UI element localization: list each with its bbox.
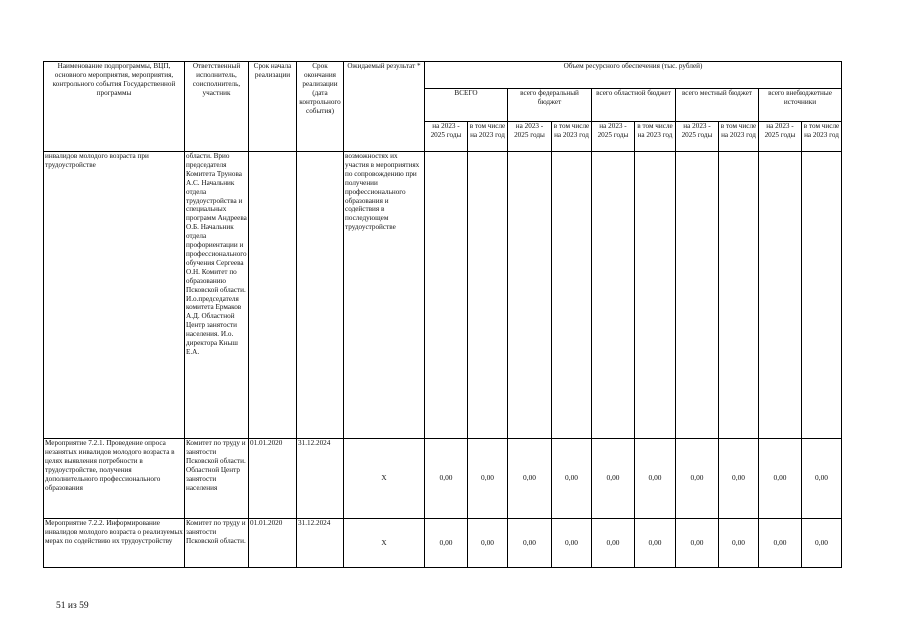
- header-sub-period: на 2023 - 2025 годы: [508, 122, 552, 152]
- row-value: 0,00: [425, 439, 468, 519]
- row-value: [508, 152, 552, 439]
- table-row: [44, 519, 842, 568]
- row-value: 0,00: [552, 439, 592, 519]
- row-value: 0,00: [802, 439, 842, 519]
- row-value: 0,00: [635, 439, 676, 519]
- row-start: 01.01.2020: [249, 519, 297, 568]
- header-name: Наименование подпрограммы, ВЦП, основного мероприятия, мероприятия, контрольного события Государственной программы: [44, 62, 185, 152]
- header-sub-2023: в том числе на 2023 год: [802, 122, 842, 152]
- row-value: 0,00: [468, 439, 508, 519]
- row-value: [592, 152, 635, 439]
- row-value: 0,00: [552, 519, 592, 568]
- header-sub-2023: в том числе на 2023 год: [468, 122, 508, 152]
- table-row: [44, 152, 842, 439]
- row-value: 0,00: [719, 439, 759, 519]
- row-value: 0,00: [635, 519, 676, 568]
- row-result: возможностях их участия в мероприятиях по сопровождению при получении профессионального образования и содействия в последующем трудоустройстве: [344, 152, 425, 439]
- row-responsible: Комитет по труду и занятости Псковской области. Областной Центр занятости населения: [185, 439, 249, 519]
- row-end: 31.12.2024: [297, 519, 344, 568]
- row-value: 0,00: [592, 439, 635, 519]
- header-group-local: всего местный бюджет: [676, 89, 759, 122]
- header-funding: Объем ресурсного обеспечения (тыс. рублей): [425, 62, 842, 89]
- header-result: Ожидаемый результат *: [344, 62, 425, 152]
- row-value: [425, 152, 468, 439]
- header-sub-2023: в том числе на 2023 год: [719, 122, 759, 152]
- header-sub-period: на 2023 - 2025 годы: [425, 122, 468, 152]
- header-sub-period: на 2023 - 2025 годы: [676, 122, 719, 152]
- row-responsible: области. Врио председателя Комитета Трунова А.С. Начальник отдела трудоустройства и специальных программ Андреева О.Б. Начальник отдела профориентации и профессионального обучения Сергеева О.Н. Комитет по образованию Псковской области. И.о.председателя комитета Ермаков А.Д. Областной Центр занятости населения. И.о. директора Кныш Е.А.: [185, 152, 249, 439]
- header-sub-period: на 2023 - 2025 годы: [759, 122, 802, 152]
- header-group-federal: всего федеральный бюджет: [508, 89, 592, 122]
- row-name: Мероприятие 7.2.2. Информирование инвалидов молодого возраста о реализуемых мерах по содействию их трудоустройству: [44, 519, 185, 568]
- header-group-extrabudget: всего внебюджетные источники: [759, 89, 842, 122]
- row-value: 0,00: [802, 519, 842, 568]
- row-value: [802, 152, 842, 439]
- row-start: 01.01.2020: [249, 439, 297, 519]
- row-value: 0,00: [508, 439, 552, 519]
- header-responsible: Ответственный исполнитель, соисполнитель, участник: [185, 62, 249, 152]
- row-result: X: [344, 439, 425, 519]
- row-responsible: Комитет по труду и занятости Псковской области.: [185, 519, 249, 568]
- row-value: [635, 152, 676, 439]
- row-value: 0,00: [425, 519, 468, 568]
- resource-table: [43, 61, 842, 568]
- header-group-regional: всего областной бюджет: [592, 89, 676, 122]
- row-result: X: [344, 519, 425, 568]
- row-value: 0,00: [508, 519, 552, 568]
- table-row: [44, 439, 842, 519]
- row-value: 0,00: [676, 439, 719, 519]
- header-sub-period: на 2023 - 2025 годы: [592, 122, 635, 152]
- row-name: инвалидов молодого возраста при трудоустройстве: [44, 152, 185, 439]
- page-number: 51 из 59: [56, 601, 89, 611]
- header-sub-2023: в том числе на 2023 год: [635, 122, 676, 152]
- row-end: 31.12.2024: [297, 439, 344, 519]
- row-value: 0,00: [759, 439, 802, 519]
- row-value: 0,00: [759, 519, 802, 568]
- row-value: [719, 152, 759, 439]
- row-value: [552, 152, 592, 439]
- row-value: [468, 152, 508, 439]
- row-start: [249, 152, 297, 439]
- row-value: 0,00: [468, 519, 508, 568]
- header-group-total: ВСЕГО: [425, 89, 508, 122]
- row-value: 0,00: [592, 519, 635, 568]
- header-start: Срок начала реализации: [249, 62, 297, 152]
- row-value: [759, 152, 802, 439]
- row-value: 0,00: [676, 519, 719, 568]
- header-end: Срок окончания реализации (дата контрольного события): [297, 62, 344, 152]
- header-sub-2023: в том числе на 2023 год: [552, 122, 592, 152]
- row-end: [297, 152, 344, 439]
- row-value: 0,00: [719, 519, 759, 568]
- row-value: [676, 152, 719, 439]
- row-name: Мероприятие 7.2.1. Проведение опроса незанятых инвалидов молодого возраста в целях выявления потребности в трудоустройстве, получения дополнительного профессионального образования: [44, 439, 185, 519]
